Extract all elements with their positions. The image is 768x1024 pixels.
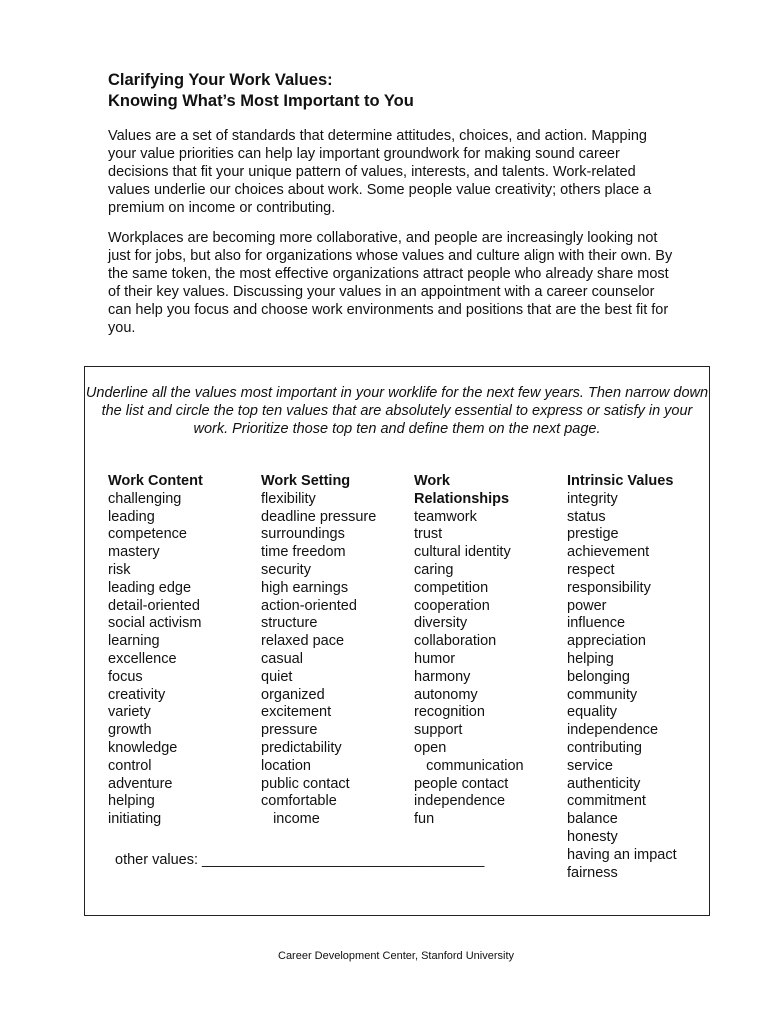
- value-item: growth: [108, 722, 152, 739]
- value-item: having an impact: [567, 846, 677, 863]
- value-item: challenging: [108, 490, 182, 507]
- value-item: recognition: [414, 704, 485, 721]
- value-item: prestige: [567, 526, 619, 543]
- value-item: helping: [567, 650, 614, 667]
- value-item: fun: [414, 811, 435, 828]
- values-box: [84, 366, 710, 916]
- value-item: initiating: [108, 811, 162, 828]
- value-item: knowledge: [108, 739, 178, 756]
- value-item: surroundings: [261, 526, 345, 543]
- column-heading: Relationships: [414, 490, 510, 507]
- value-item: autonomy: [414, 686, 478, 703]
- value-item: open: [414, 739, 447, 756]
- column-heading: Work: [414, 473, 450, 489]
- value-item: income: [261, 811, 320, 828]
- column-heading: Work Content: [108, 473, 203, 489]
- value-item: public contact: [261, 775, 350, 792]
- value-item: action-oriented: [261, 597, 357, 614]
- value-item: integrity: [567, 490, 618, 507]
- value-item: leading edge: [108, 579, 192, 596]
- value-item: structure: [261, 615, 318, 632]
- value-item: achievement: [567, 544, 650, 561]
- value-item: pressure: [261, 722, 318, 739]
- value-item: belonging: [567, 668, 630, 685]
- value-item: harmony: [414, 668, 471, 685]
- value-item: service: [567, 757, 613, 774]
- value-item: deadline pressure: [261, 508, 377, 525]
- value-item: competence: [108, 526, 187, 543]
- value-item: learning: [108, 633, 160, 650]
- value-item: variety: [108, 704, 151, 721]
- value-item: influence: [567, 615, 626, 632]
- value-item: mastery: [108, 544, 160, 561]
- page-title: [108, 70, 414, 112]
- value-item: leading: [108, 508, 155, 525]
- value-item: status: [567, 508, 606, 525]
- value-item: excellence: [108, 650, 177, 667]
- value-item: social activism: [108, 615, 202, 632]
- value-item: comfortable: [261, 793, 337, 810]
- value-item: high earnings: [261, 579, 349, 596]
- value-item: risk: [108, 561, 131, 578]
- value-item: community: [567, 686, 638, 703]
- value-item: balance: [567, 811, 618, 828]
- value-item: excitement: [261, 704, 332, 721]
- value-item: fairness: [567, 864, 618, 881]
- value-item: independence: [414, 793, 506, 810]
- value-item: creativity: [108, 686, 166, 703]
- column-heading: Intrinsic Values: [567, 473, 674, 489]
- value-item: trust: [414, 526, 443, 543]
- column-heading: Work Setting: [261, 473, 351, 489]
- value-item: contributing: [567, 739, 642, 756]
- column-work-setting: [261, 473, 376, 829]
- value-item: relaxed pace: [261, 633, 345, 650]
- footer: Career Development Center, Stanford University: [278, 950, 514, 962]
- value-item: detail-oriented: [108, 597, 200, 614]
- value-item: people contact: [414, 775, 509, 792]
- value-item: caring: [414, 561, 454, 578]
- value-item: focus: [108, 668, 143, 685]
- intro-paragraph-2: Workplaces are becoming more collaborative, and people are increasingly looking not just for jobs, but also for organizations whose values and culture align with their own. By the same token, the most effective organizations attract people who already share most of their key values. Discussing your values in an appointment with a career counselor can help you focus and choose work environments and positions that are the best fit for you.: [108, 230, 673, 336]
- value-item: independence: [567, 722, 659, 739]
- column-intrinsic-values: [567, 473, 677, 882]
- value-item: helping: [108, 793, 155, 810]
- value-item: humor: [414, 650, 456, 667]
- value-item: teamwork: [414, 508, 477, 525]
- column-work-relationships: [414, 473, 524, 829]
- value-item: organized: [261, 686, 325, 703]
- value-item: power: [567, 597, 607, 614]
- value-item: cultural identity: [414, 544, 511, 561]
- value-item: cooperation: [414, 597, 490, 614]
- value-item: casual: [261, 650, 303, 667]
- value-item: collaboration: [414, 633, 497, 650]
- value-item: communication: [414, 757, 524, 774]
- value-item: respect: [567, 561, 615, 578]
- value-item: honesty: [567, 828, 618, 845]
- value-item: responsibility: [567, 579, 651, 596]
- instructions: Underline all the values most important in your worklife for the next few years. Then narrow down the list and circle the top ten values that are absolutely essential to express or satisfy in your work. Prioritize those top ten and define them on the next page.: [85, 385, 709, 437]
- value-item: commitment: [567, 793, 646, 810]
- value-item: equality: [567, 704, 617, 721]
- title-line-1: Clarifying Your Work Values:: [108, 71, 333, 89]
- value-item: appreciation: [567, 633, 646, 650]
- intro-paragraph-1: Values are a set of standards that determine attitudes, choices, and action. Mapping your value priorities can help lay important groundwork for making sound career decisions that fit your unique pattern of values, interests, and talents. Work-related values underlie our choices about work. Some people value creativity; others place a premium on income or contributing.: [108, 128, 652, 216]
- value-item: predictability: [261, 739, 342, 756]
- value-item: competition: [414, 579, 489, 596]
- value-item: time freedom: [261, 544, 346, 561]
- title-line-2: Knowing What’s Most Important to You: [108, 92, 414, 110]
- value-item: security: [261, 561, 311, 578]
- value-item: flexibility: [261, 490, 316, 507]
- value-item: control: [108, 757, 152, 774]
- column-work-content: [108, 473, 203, 829]
- value-item: quiet: [261, 668, 293, 685]
- value-item: location: [261, 757, 311, 774]
- value-item: adventure: [108, 775, 173, 792]
- value-item: diversity: [414, 615, 468, 632]
- other-values-line: other values: ___________________________________: [115, 852, 485, 868]
- value-item: authenticity: [567, 775, 641, 792]
- value-item: support: [414, 722, 463, 739]
